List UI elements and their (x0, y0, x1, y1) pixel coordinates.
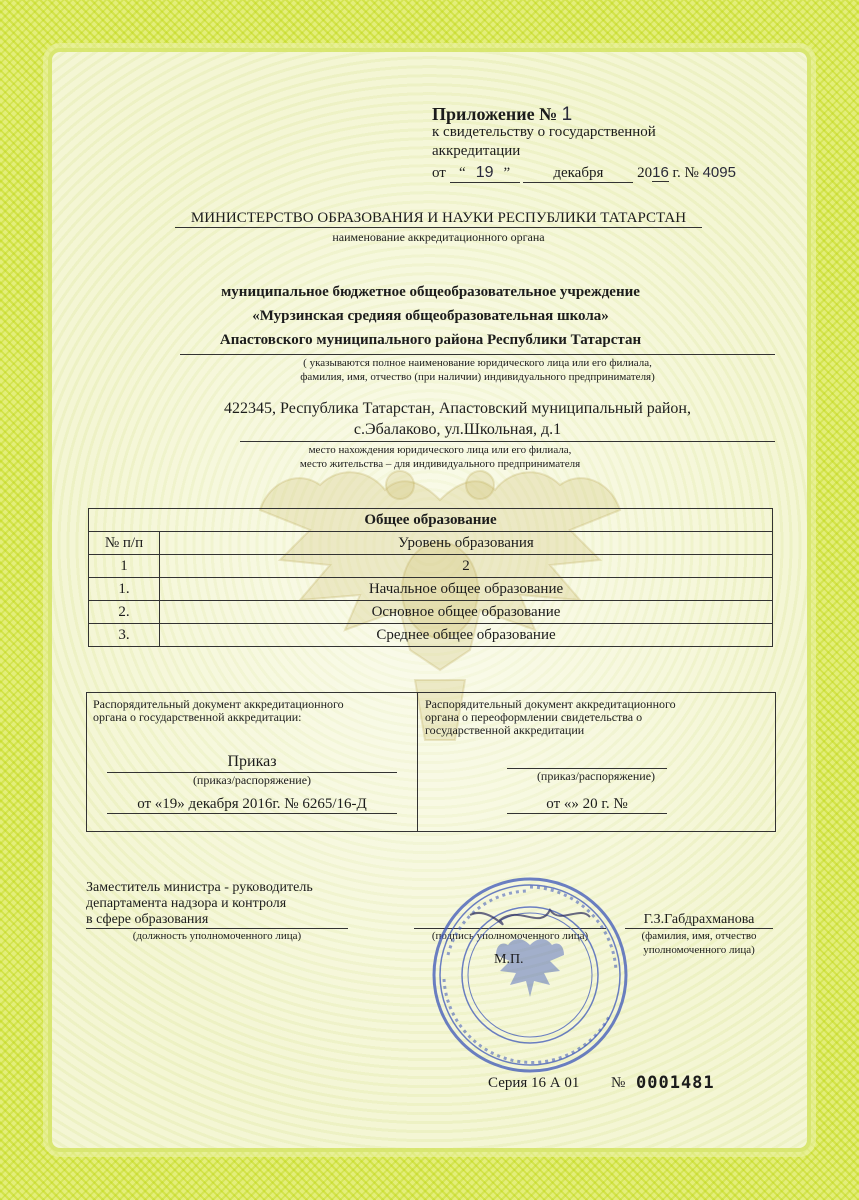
row-number: 1. (89, 578, 160, 601)
row-level: Начальное общее образование (160, 578, 773, 601)
date-day: 19 (475, 164, 494, 181)
left-reference: от «19» декабря 2016г. № 6265/16-Д (107, 796, 397, 814)
table-index-row (89, 555, 773, 578)
table-title: Общее образование (89, 509, 773, 532)
appendix-number: 1 (561, 104, 573, 125)
left-heading2: органа о государственной аккредитации: (93, 710, 302, 724)
year-suffix: 16 (652, 164, 669, 181)
position-caption: (должность уполномоченного лица) (132, 930, 302, 942)
right-heading1: Распорядительный документ аккредитационного (425, 697, 676, 711)
authority-name: МИНИСТЕРСТВО ОБРАЗОВАНИЯ И НАУКИ РЕСПУБЛИКИ ТАТАРСТАН (175, 210, 702, 228)
table-title-row (89, 509, 773, 532)
left-caption: (приказ/распоряжение) (192, 773, 312, 787)
address-line2: с.Эбалаково, ул.Школьная, д.1 (353, 421, 562, 438)
address-line1: 422345, Республика Татарстан, Апастовский муниципальный район, (224, 400, 691, 417)
name-caption1: (фамилия, имя, отчество (641, 930, 757, 942)
certificate-number: 4095 (702, 164, 736, 181)
organization-underline (180, 354, 775, 355)
year-label: г. № (672, 165, 699, 181)
address-underline (240, 441, 775, 442)
column-header-number: № п/п (89, 532, 160, 555)
organization-line2: «Мурзинская средияя общеобразовательная школа» (252, 308, 609, 324)
organization-caption2: фамилия, имя, отчество (при наличии) индивидуального предпринимателя) (300, 371, 655, 383)
index-level: 2 (160, 555, 773, 578)
table-row (89, 578, 773, 601)
date-day-field (450, 164, 520, 183)
blank-number: 0001481 (636, 1073, 715, 1093)
right-heading2: органа о переоформлении свидетельства о (425, 710, 643, 724)
signer-position3: в сфере образования (86, 912, 209, 927)
row-number: 3. (89, 624, 160, 647)
quote-close: ” (503, 165, 511, 181)
row-level: Среднее общее образование (160, 624, 773, 647)
address-caption1: место нахождения юридического лица или его филиала, (308, 444, 572, 456)
date-month: декабря (523, 165, 633, 183)
table-row (89, 624, 773, 647)
seal-label: М.П. (494, 952, 524, 967)
table-row (89, 601, 773, 624)
organization-line1: муниципальное бюджетное общеобразовательное учреждение (221, 284, 640, 300)
year-prefix: 20 (637, 165, 653, 181)
address-caption2: место жительства – для индивидуального предпринимателя (299, 458, 581, 470)
header-line1: к свидетельству о государственной (432, 124, 656, 140)
signer-name: Г.З.Габдрахманова (625, 912, 773, 929)
row-number: 2. (89, 601, 160, 624)
official-seal-icon (430, 875, 630, 1075)
signature-caption: (подпись уполномоченного лица) (431, 930, 589, 942)
table-header-row (89, 532, 773, 555)
header-date-row (432, 164, 736, 183)
right-heading3: государственной аккредитации (425, 723, 585, 737)
column-header-level: Уровень образования (160, 532, 773, 555)
signer-position2: департамента надзора и контроля (86, 896, 287, 911)
organization-caption1: ( указываются полное наименование юридического лица или его филиала, (303, 357, 652, 369)
education-table (88, 508, 773, 647)
right-reference: от «» 20 г. № (507, 796, 667, 814)
documents-box (86, 692, 776, 832)
signer-position1: Заместитель министра - руководитель (86, 880, 313, 895)
documents-divider (417, 693, 418, 831)
left-heading1: Распорядительный документ аккредитационного (93, 697, 344, 711)
blank-number-label: № (611, 1075, 626, 1091)
header-line2: аккредитации (432, 143, 521, 159)
series-label: Серия 16 А 01 (488, 1075, 580, 1091)
left-document-type: Приказ (227, 753, 277, 770)
date-prefix: от (432, 165, 446, 181)
right-caption: (приказ/распоряжение) (536, 769, 656, 783)
row-level: Основное общее образование (160, 601, 773, 624)
appendix-title-prefix: Приложение № (432, 104, 558, 124)
index-number: 1 (89, 555, 160, 578)
organization-line3: Апастовского муниципального района Республики Татарстан (219, 332, 642, 348)
name-caption2: уполномоченного лица) (643, 944, 755, 956)
quote-open: “ (459, 165, 466, 181)
appendix-title (432, 104, 572, 126)
authority-caption: наименование аккредитационного органа (332, 230, 545, 244)
position-underline (86, 928, 348, 929)
